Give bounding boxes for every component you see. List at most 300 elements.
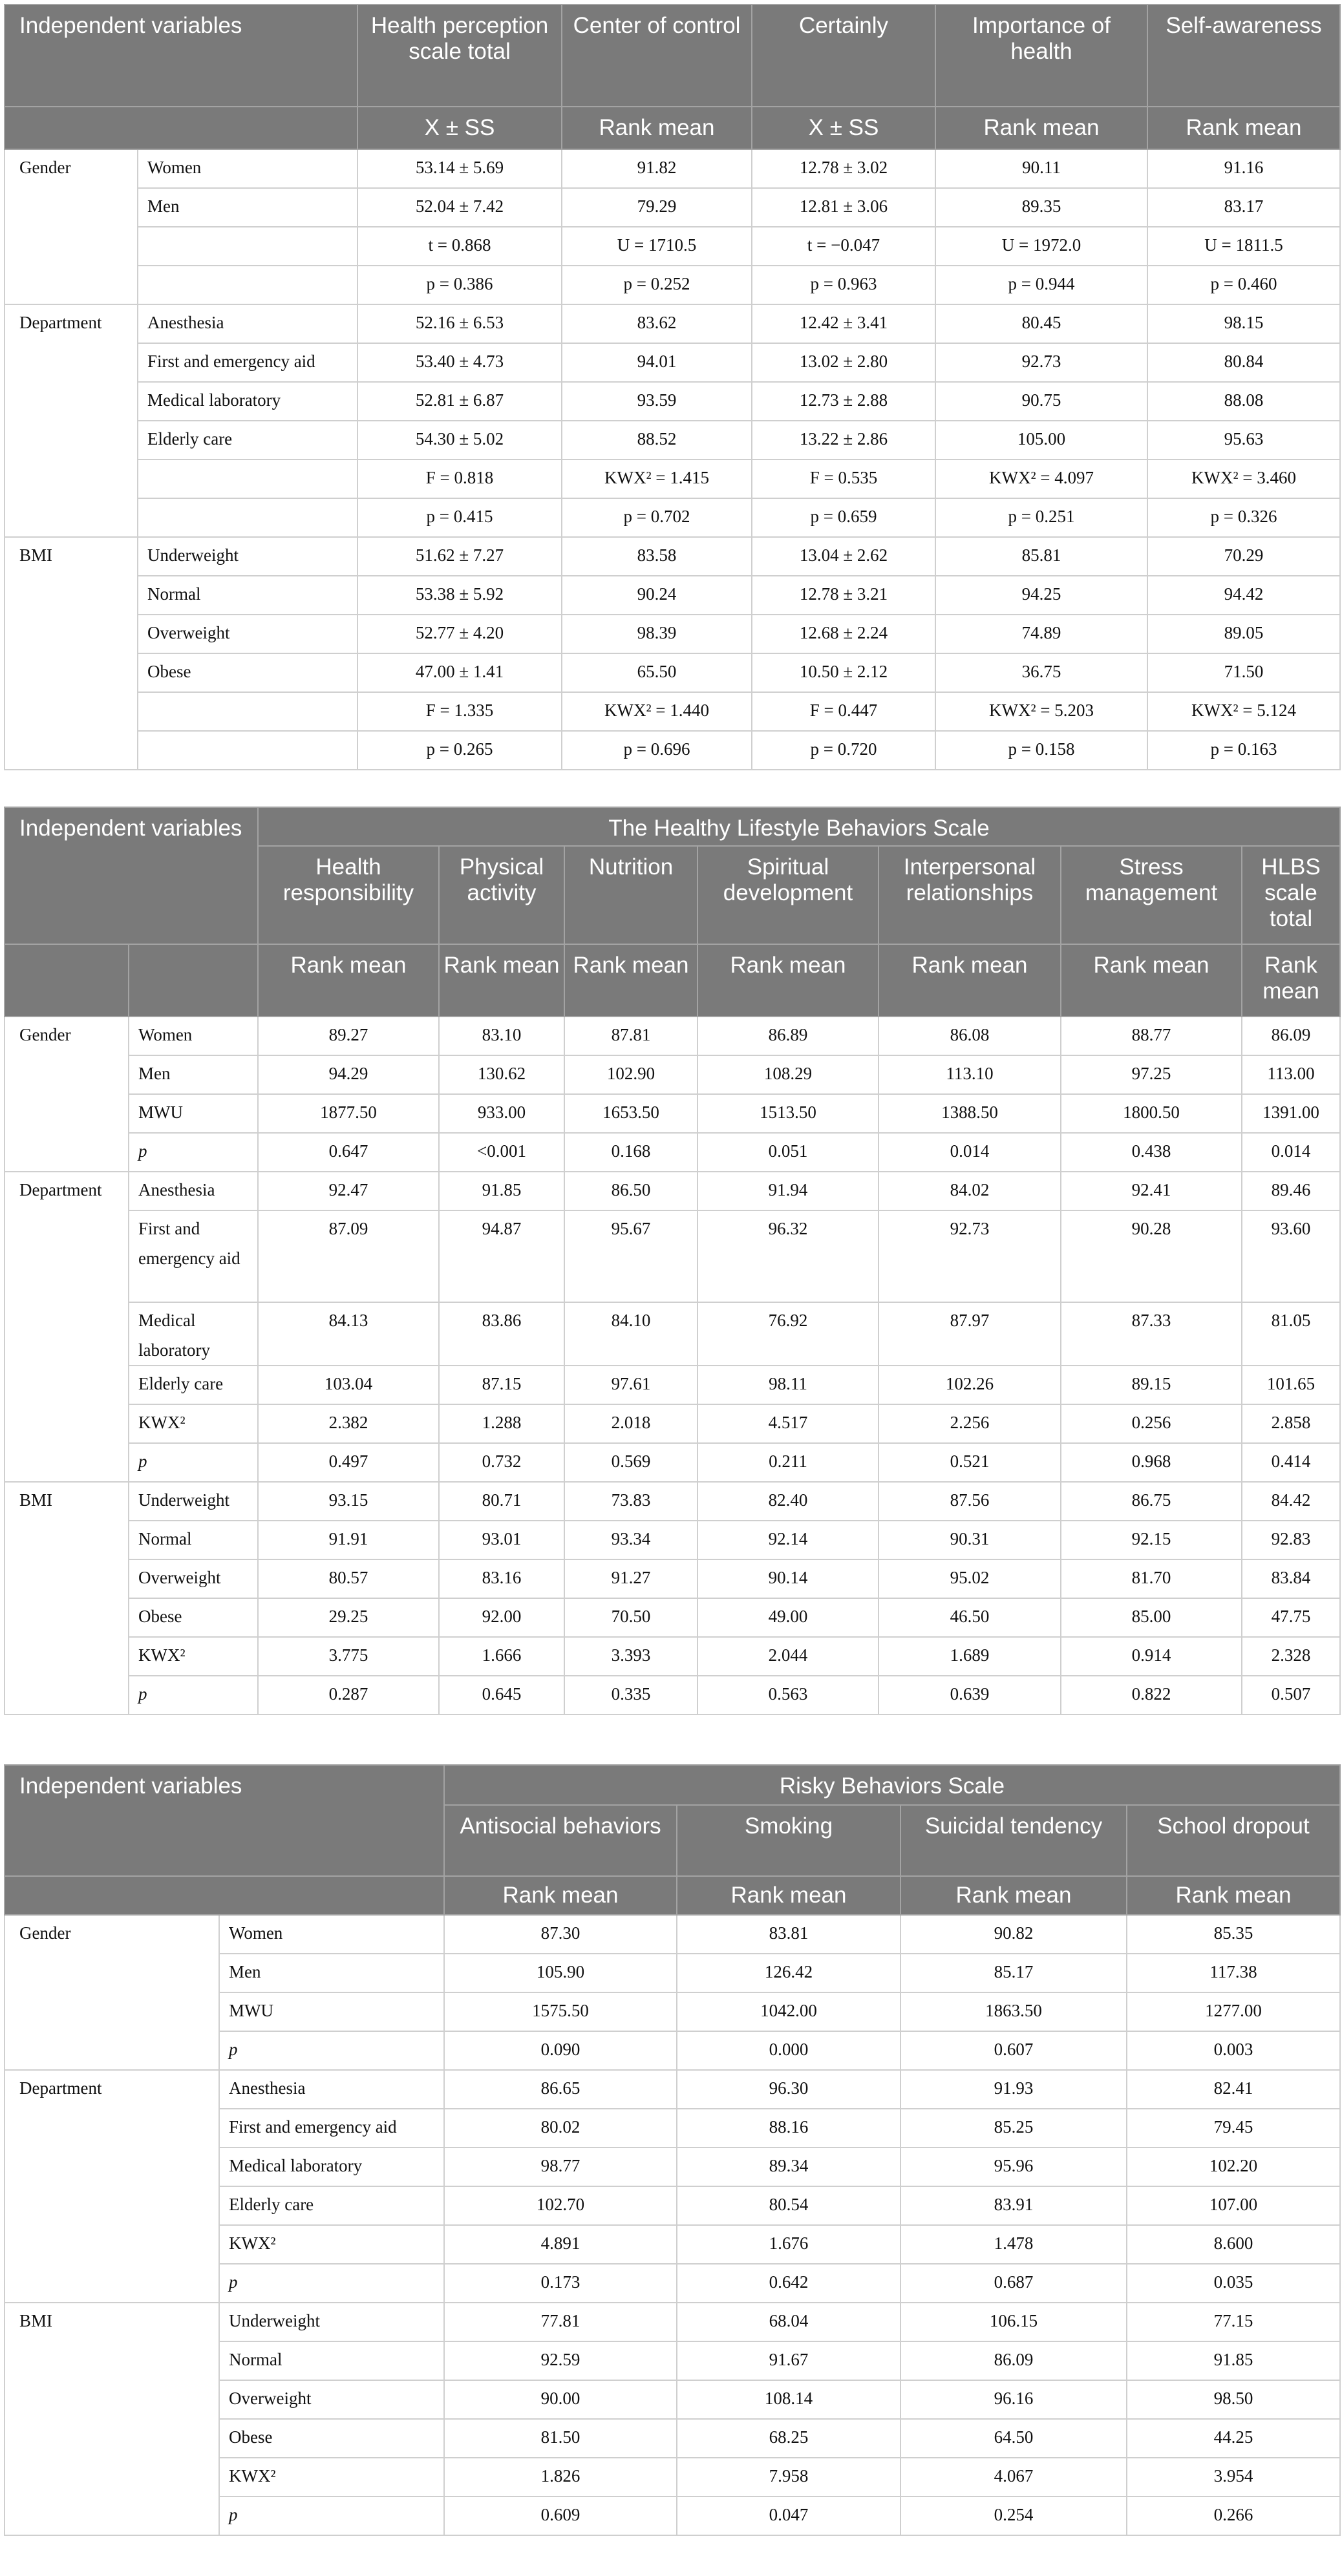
table-row	[5, 1559, 1340, 1598]
data-cell: 52.16 ± 6.53	[357, 304, 562, 343]
data-cell: 87.09	[258, 1210, 439, 1302]
data-cell: 86.65	[444, 2070, 677, 2109]
data-cell: 81.70	[1061, 1559, 1242, 1598]
sub-header: X ± SS	[357, 107, 562, 149]
data-cell: 0.414	[1242, 1443, 1340, 1482]
data-cell: F = 1.335	[357, 692, 562, 731]
data-cell: 90.14	[698, 1559, 879, 1598]
data-cell: U = 1972.0	[935, 227, 1147, 266]
data-cell: 0.732	[439, 1443, 564, 1482]
data-cell: 2.018	[564, 1404, 698, 1443]
data-cell: 80.02	[444, 2109, 677, 2148]
data-cell: 101.65	[1242, 1366, 1340, 1404]
data-cell: 0.266	[1127, 2497, 1340, 2535]
data-cell: 83.91	[900, 2186, 1127, 2225]
data-cell: 0.090	[444, 2031, 677, 2070]
data-cell: 93.34	[564, 1521, 698, 1559]
data-cell: 91.93	[900, 2070, 1127, 2109]
data-cell: 102.70	[444, 2186, 677, 2225]
data-cell: 52.81 ± 6.87	[357, 382, 562, 421]
data-cell: p = 0.659	[752, 498, 935, 537]
row-label: p	[219, 2497, 444, 2535]
data-cell: 97.25	[1061, 1055, 1242, 1094]
data-cell: 13.04 ± 2.62	[752, 537, 935, 576]
scale-span-header: Risky Behaviors Scale	[444, 1765, 1340, 1805]
data-cell: 86.89	[698, 1017, 879, 1055]
table-row	[5, 1676, 1340, 1715]
table-row	[5, 615, 1340, 653]
data-cell: 98.77	[444, 2148, 677, 2186]
data-cell: 130.62	[439, 1055, 564, 1094]
risky-behaviors-table	[4, 1764, 1341, 2536]
data-cell: 0.607	[900, 2031, 1127, 2070]
data-cell: 80.54	[677, 2186, 900, 2225]
data-cell: 80.45	[935, 304, 1147, 343]
row-label: Normal	[129, 1521, 258, 1559]
row-label: Anesthesia	[129, 1172, 258, 1210]
table-row	[5, 1598, 1340, 1637]
data-cell: 92.73	[879, 1210, 1061, 1302]
data-cell: 94.25	[935, 576, 1147, 615]
data-cell: 92.15	[1061, 1521, 1242, 1559]
data-cell: 81.05	[1242, 1302, 1340, 1366]
data-cell: 64.50	[900, 2419, 1127, 2458]
data-cell: 93.59	[562, 382, 752, 421]
data-cell: 126.42	[677, 1954, 900, 1992]
data-cell: 68.04	[677, 2303, 900, 2341]
data-cell: KWX² = 1.415	[562, 459, 752, 498]
table-row	[5, 1915, 1340, 1954]
data-cell: 2.328	[1242, 1637, 1340, 1676]
data-cell: 0.642	[677, 2264, 900, 2303]
table-row	[5, 149, 1340, 188]
data-cell: 90.24	[562, 576, 752, 615]
data-cell: 90.82	[900, 1915, 1127, 1954]
row-label	[138, 227, 357, 266]
sub-header: X ± SS	[752, 107, 935, 149]
corner-header: Independent variables	[5, 807, 258, 944]
data-cell: 0.822	[1061, 1676, 1242, 1715]
data-cell: 0.335	[564, 1676, 698, 1715]
data-cell: p = 0.265	[357, 731, 562, 770]
row-label	[138, 266, 357, 304]
sub-header: Rank mean	[562, 107, 752, 149]
column-header: Suicidal tendency	[900, 1805, 1127, 1876]
data-cell: 1653.50	[564, 1094, 698, 1133]
data-cell: 107.00	[1127, 2186, 1340, 2225]
row-label: Medical laboratory	[138, 382, 357, 421]
data-cell: 106.15	[900, 2303, 1127, 2341]
data-cell: 8.600	[1127, 2225, 1340, 2264]
data-cell: 92.47	[258, 1172, 439, 1210]
data-cell: KWX² = 1.440	[562, 692, 752, 731]
data-cell: 79.29	[562, 188, 752, 227]
table-row	[5, 1017, 1340, 1055]
data-cell: 1.826	[444, 2458, 677, 2497]
data-cell: 65.50	[562, 653, 752, 692]
table-row	[5, 692, 1340, 731]
sub-header: Rank mean	[1147, 107, 1340, 149]
data-cell: 113.00	[1242, 1055, 1340, 1094]
data-cell: p = 0.252	[562, 266, 752, 304]
table-row	[5, 1366, 1340, 1404]
data-cell: 86.08	[879, 1017, 1061, 1055]
table-row	[5, 266, 1340, 304]
data-cell: 3.393	[564, 1637, 698, 1676]
table-row	[5, 1133, 1340, 1172]
row-label: MWU	[129, 1094, 258, 1133]
table-row	[5, 1404, 1340, 1443]
table-row	[5, 498, 1340, 537]
row-label: Men	[219, 1954, 444, 1992]
data-cell: 84.13	[258, 1302, 439, 1366]
data-cell: 53.40 ± 4.73	[357, 343, 562, 382]
table-row	[5, 2303, 1340, 2341]
data-cell: 93.01	[439, 1521, 564, 1559]
data-cell: p = 0.944	[935, 266, 1147, 304]
data-cell: p = 0.158	[935, 731, 1147, 770]
data-cell: 52.77 ± 4.20	[357, 615, 562, 653]
data-cell: 84.10	[564, 1302, 698, 1366]
data-cell: 0.168	[564, 1133, 698, 1172]
data-cell: 91.85	[439, 1172, 564, 1210]
data-cell: 80.57	[258, 1559, 439, 1598]
data-cell: 89.46	[1242, 1172, 1340, 1210]
data-cell: 83.58	[562, 537, 752, 576]
data-cell: 36.75	[935, 653, 1147, 692]
data-cell: F = 0.818	[357, 459, 562, 498]
data-cell: 47.75	[1242, 1598, 1340, 1637]
row-label: Overweight	[129, 1559, 258, 1598]
row-label: First and emergency aid	[138, 343, 357, 382]
table-row	[5, 1482, 1340, 1521]
table-row	[5, 731, 1340, 770]
row-label: Women	[219, 1915, 444, 1954]
data-cell: 96.16	[900, 2380, 1127, 2419]
group-label: Gender	[5, 1915, 219, 2070]
data-cell: p = 0.415	[357, 498, 562, 537]
data-cell: 1391.00	[1242, 1094, 1340, 1133]
data-cell: 1513.50	[698, 1094, 879, 1133]
data-cell: 87.30	[444, 1915, 677, 1954]
data-cell: 0.000	[677, 2031, 900, 2070]
data-cell: 94.87	[439, 1210, 564, 1302]
data-cell: 83.84	[1242, 1559, 1340, 1598]
data-cell: 95.96	[900, 2148, 1127, 2186]
data-cell: 0.645	[439, 1676, 564, 1715]
data-cell: 1877.50	[258, 1094, 439, 1133]
data-cell: p = 0.720	[752, 731, 935, 770]
data-cell: 1042.00	[677, 1992, 900, 2031]
data-cell: 89.15	[1061, 1366, 1242, 1404]
data-cell: 95.02	[879, 1559, 1061, 1598]
data-cell: p = 0.326	[1147, 498, 1340, 537]
data-cell: 85.00	[1061, 1598, 1242, 1637]
table-row	[5, 1210, 1340, 1302]
data-cell: 54.30 ± 5.02	[357, 421, 562, 459]
data-cell: 77.15	[1127, 2303, 1340, 2341]
sub-header: Rank mean	[1061, 944, 1242, 1017]
row-label: Normal	[138, 576, 357, 615]
row-label	[138, 692, 357, 731]
row-label: p	[129, 1676, 258, 1715]
data-cell: 0.639	[879, 1676, 1061, 1715]
data-cell: 92.59	[444, 2341, 677, 2380]
data-cell: 12.68 ± 2.24	[752, 615, 935, 653]
corner-subheader	[5, 1876, 444, 1915]
data-cell: 1388.50	[879, 1094, 1061, 1133]
column-header: Self-awareness	[1147, 5, 1340, 107]
data-cell: 95.67	[564, 1210, 698, 1302]
data-cell: 93.15	[258, 1482, 439, 1521]
data-cell: 81.50	[444, 2419, 677, 2458]
group-label: BMI	[5, 537, 138, 770]
data-cell: 83.10	[439, 1017, 564, 1055]
data-cell: KWX² = 5.124	[1147, 692, 1340, 731]
table-row	[5, 227, 1340, 266]
data-cell: 12.42 ± 3.41	[752, 304, 935, 343]
data-cell: 103.04	[258, 1366, 439, 1404]
data-cell: 1.666	[439, 1637, 564, 1676]
row-label: Women	[129, 1017, 258, 1055]
data-cell: 77.81	[444, 2303, 677, 2341]
data-cell: p = 0.963	[752, 266, 935, 304]
row-label: Medical laboratory	[219, 2148, 444, 2186]
data-cell: 96.32	[698, 1210, 879, 1302]
table-row	[5, 537, 1340, 576]
data-cell: 13.02 ± 2.80	[752, 343, 935, 382]
data-cell: 89.27	[258, 1017, 439, 1055]
data-cell: 88.77	[1061, 1017, 1242, 1055]
column-header: Certainly	[752, 5, 935, 107]
column-header: Importance of health	[935, 5, 1147, 107]
data-cell: 3.775	[258, 1637, 439, 1676]
data-cell: 76.92	[698, 1302, 879, 1366]
data-cell: 80.71	[439, 1482, 564, 1521]
column-header: Physical activity	[439, 846, 564, 944]
data-cell: 91.91	[258, 1521, 439, 1559]
row-label: p	[129, 1133, 258, 1172]
table-body	[5, 1017, 1340, 1715]
data-cell: 102.20	[1127, 2148, 1340, 2186]
corner-header: Independent variables	[5, 5, 357, 107]
column-header: HLBS scale total	[1242, 846, 1340, 944]
row-label: Normal	[219, 2341, 444, 2380]
data-cell: 80.84	[1147, 343, 1340, 382]
corner-subheader	[5, 944, 129, 1017]
table-row	[5, 653, 1340, 692]
data-cell: 79.45	[1127, 2109, 1340, 2148]
sub-header: Rank mean	[698, 944, 879, 1017]
data-cell: 117.38	[1127, 1954, 1340, 1992]
column-header: Spiritual development	[698, 846, 879, 944]
data-cell: 13.22 ± 2.86	[752, 421, 935, 459]
data-cell: 90.11	[935, 149, 1147, 188]
row-label: Elderly care	[219, 2186, 444, 2225]
table-row	[5, 2070, 1340, 2109]
data-cell: 108.14	[677, 2380, 900, 2419]
data-cell: 92.73	[935, 343, 1147, 382]
corner-subheader	[129, 944, 258, 1017]
data-cell: 2.382	[258, 1404, 439, 1443]
data-cell: F = 0.535	[752, 459, 935, 498]
data-cell: KWX² = 5.203	[935, 692, 1147, 731]
data-cell: 4.517	[698, 1404, 879, 1443]
table-row	[5, 343, 1340, 382]
column-header: Interpersonal relationships	[879, 846, 1061, 944]
row-label: Women	[138, 149, 357, 188]
sub-header: Rank mean	[935, 107, 1147, 149]
data-cell: 83.17	[1147, 188, 1340, 227]
row-label: Obese	[138, 653, 357, 692]
data-cell: 82.40	[698, 1482, 879, 1521]
group-label: Department	[5, 304, 138, 537]
data-cell: 91.16	[1147, 149, 1340, 188]
data-cell: 92.41	[1061, 1172, 1242, 1210]
data-cell: 10.50 ± 2.12	[752, 653, 935, 692]
table-row	[5, 459, 1340, 498]
row-label: p	[219, 2264, 444, 2303]
group-label: BMI	[5, 1482, 129, 1715]
row-label: Elderly care	[129, 1366, 258, 1404]
data-cell: 82.41	[1127, 2070, 1340, 2109]
data-cell: U = 1710.5	[562, 227, 752, 266]
table-body	[5, 149, 1340, 770]
sub-header: Rank mean	[439, 944, 564, 1017]
data-cell: 29.25	[258, 1598, 439, 1637]
data-cell: 87.15	[439, 1366, 564, 1404]
group-label: Gender	[5, 1017, 129, 1172]
data-cell: 94.29	[258, 1055, 439, 1094]
data-cell: 1.676	[677, 2225, 900, 2264]
row-label: Underweight	[138, 537, 357, 576]
row-label: Overweight	[219, 2380, 444, 2419]
data-cell: p = 0.460	[1147, 266, 1340, 304]
data-cell: 4.067	[900, 2458, 1127, 2497]
data-cell: 102.90	[564, 1055, 698, 1094]
healthy-lifestyle-table	[4, 807, 1341, 1715]
data-cell: 90.31	[879, 1521, 1061, 1559]
data-cell: 87.33	[1061, 1302, 1242, 1366]
row-label: KWX²	[219, 2458, 444, 2497]
data-cell: 89.34	[677, 2148, 900, 2186]
data-cell: 84.42	[1242, 1482, 1340, 1521]
data-cell: 90.28	[1061, 1210, 1242, 1302]
data-cell: 2.256	[879, 1404, 1061, 1443]
data-cell: 92.83	[1242, 1521, 1340, 1559]
data-cell: 1.689	[879, 1637, 1061, 1676]
data-cell: 73.83	[564, 1482, 698, 1521]
table-row	[5, 421, 1340, 459]
data-cell: 0.569	[564, 1443, 698, 1482]
row-label	[138, 459, 357, 498]
data-cell: 12.78 ± 3.02	[752, 149, 935, 188]
data-cell: 91.85	[1127, 2341, 1340, 2380]
data-cell: KWX² = 4.097	[935, 459, 1147, 498]
data-cell: 0.211	[698, 1443, 879, 1482]
sub-header: Rank mean	[1242, 944, 1340, 1017]
row-label: MWU	[219, 1992, 444, 2031]
group-label: Department	[5, 1172, 129, 1482]
data-cell: 12.81 ± 3.06	[752, 188, 935, 227]
row-label: KWX²	[129, 1637, 258, 1676]
data-cell: 53.14 ± 5.69	[357, 149, 562, 188]
sub-header: Rank mean	[258, 944, 439, 1017]
row-label: First and emergency aid	[129, 1210, 258, 1302]
column-header: Center of control	[562, 5, 752, 107]
table-row	[5, 382, 1340, 421]
data-cell: 85.17	[900, 1954, 1127, 1992]
row-label	[138, 498, 357, 537]
data-cell: t = −0.047	[752, 227, 935, 266]
data-cell: 86.75	[1061, 1482, 1242, 1521]
data-cell: 92.14	[698, 1521, 879, 1559]
data-cell: 89.35	[935, 188, 1147, 227]
data-cell: 108.29	[698, 1055, 879, 1094]
data-cell: 0.173	[444, 2264, 677, 2303]
data-cell: 51.62 ± 7.27	[357, 537, 562, 576]
data-cell: 0.497	[258, 1443, 439, 1482]
data-cell: 88.16	[677, 2109, 900, 2148]
data-cell: 0.647	[258, 1133, 439, 1172]
data-cell: 91.82	[562, 149, 752, 188]
data-cell: 87.81	[564, 1017, 698, 1055]
data-cell: 2.044	[698, 1637, 879, 1676]
row-label: Medical laboratory	[129, 1302, 258, 1366]
row-label: Underweight	[219, 2303, 444, 2341]
data-cell: 84.02	[879, 1172, 1061, 1210]
data-cell: 49.00	[698, 1598, 879, 1637]
row-label: Elderly care	[138, 421, 357, 459]
row-label: First and emergency aid	[219, 2109, 444, 2148]
group-label: Gender	[5, 149, 138, 304]
data-cell: 91.94	[698, 1172, 879, 1210]
data-cell: 87.97	[879, 1302, 1061, 1366]
table-row	[5, 1094, 1340, 1133]
data-cell: 1863.50	[900, 1992, 1127, 2031]
data-cell: 70.29	[1147, 537, 1340, 576]
data-cell: 12.78 ± 3.21	[752, 576, 935, 615]
table-row	[5, 188, 1340, 227]
data-cell: 88.08	[1147, 382, 1340, 421]
data-cell: 0.507	[1242, 1676, 1340, 1715]
data-cell: 97.61	[564, 1366, 698, 1404]
data-cell: 44.25	[1127, 2419, 1340, 2458]
data-cell: 0.968	[1061, 1443, 1242, 1482]
data-cell: 89.05	[1147, 615, 1340, 653]
data-cell: 98.11	[698, 1366, 879, 1404]
data-cell: 93.60	[1242, 1210, 1340, 1302]
row-label: p	[219, 2031, 444, 2070]
data-cell: p = 0.696	[562, 731, 752, 770]
data-cell: 0.914	[1061, 1637, 1242, 1676]
data-cell: 94.01	[562, 343, 752, 382]
data-cell: U = 1811.5	[1147, 227, 1340, 266]
data-cell: 74.89	[935, 615, 1147, 653]
data-cell: 0.035	[1127, 2264, 1340, 2303]
data-cell: 1.288	[439, 1404, 564, 1443]
data-cell: 70.50	[564, 1598, 698, 1637]
data-cell: 102.26	[879, 1366, 1061, 1404]
data-cell: 0.609	[444, 2497, 677, 2535]
corner-header: Independent variables	[5, 1765, 444, 1876]
column-header: Antisocial behaviors	[444, 1805, 677, 1876]
table-row	[5, 1637, 1340, 1676]
data-cell: 86.50	[564, 1172, 698, 1210]
data-cell: 1800.50	[1061, 1094, 1242, 1133]
data-cell: 94.42	[1147, 576, 1340, 615]
data-cell: 12.73 ± 2.88	[752, 382, 935, 421]
